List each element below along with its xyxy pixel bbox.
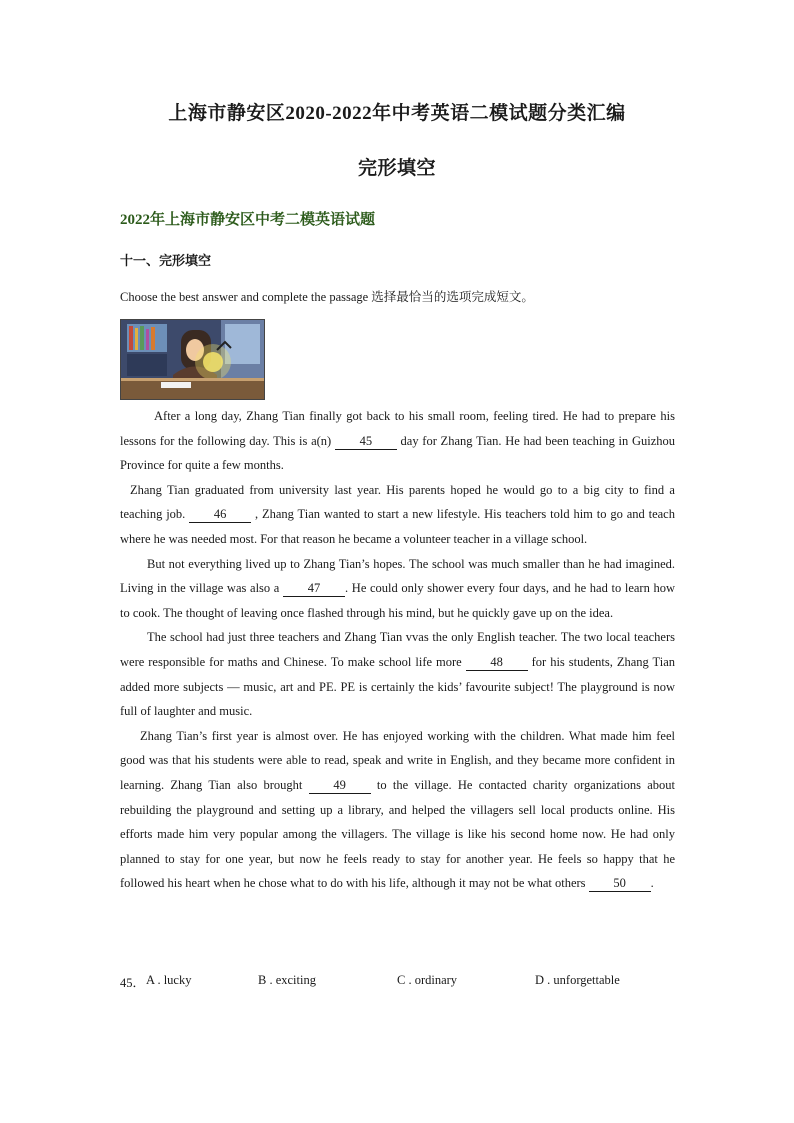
document-subtitle: 完形填空: [357, 158, 436, 179]
blank-49[interactable]: 49: [309, 778, 371, 794]
paragraph-5: Zhang Tian’s first year is almost over. He has enjoyed working with the children. What made him feel good was that his students were able to read, speak and write in English, and they became more confident in learning. Zhang Tian also brought 49 to the village. He contacted charity organizations about rebuilding the playground and setting up a library, and helped the villagers sell local products online. His efforts made him very popular among the villagers. The village is like his second home now. He had only planned to stay for one year, but now he feels ready to stay for another year. He feels so happy that he followed his heart when he chose what to do with his life, although it may not be what others 50 .: [120, 728, 676, 891]
option-a[interactable]: A . lucky: [146, 973, 192, 987]
paragraph-1: After a long day, Zhang Tian finally got back to his small room, feeling tired. He had to prepare his lessons for the following day. This is a(n) 45 day for Zhang Tian. He had been teaching in Guizhou Province for quite a few months.: [120, 409, 675, 473]
part-title: 十一、完形填空: [120, 253, 212, 268]
blank-48[interactable]: 48: [466, 655, 528, 671]
paragraph-3: But not everything lived up to Zhang Tian’s hopes. The school was much smaller than he had imagined. Living in the village was also a 47 . He could only shower every four days, and he had to learn how to cook. The thought of leaving once flashed through his mind, but he quickly gave up on the idea.: [120, 556, 675, 620]
document-title: 上海市静安区2020-2022年中考英语二模试题分类汇编: [168, 103, 626, 124]
section-title: 2022年上海市静安区中考二模英语试题: [120, 212, 376, 228]
blank-46[interactable]: 46: [189, 507, 251, 523]
teacher-illustration: [120, 319, 265, 400]
paragraph-4: The school had just three teachers and Zhang Tian vvas the only English teacher. The two local teachers were responsible for maths and Chinese. To make school life more 48 for his students, Zhang Tian added more subjects — music, art and PE. PE is certainly the kids’ favourite subject! The playground is now full of laughter and music.: [120, 630, 675, 719]
blank-47[interactable]: 47: [283, 581, 345, 597]
paragraph-2: Zhang Tian graduated from university last year. His parents hoped he would go to a big city to find a teaching job. 46 , Zhang Tian wanted to start a new lifestyle. His teachers told him to go and teach where he was needed most. For that reason he became a volunteer teacher in a village school.: [120, 482, 675, 546]
cloze-passage: [120, 404, 675, 896]
blank-45[interactable]: 45: [335, 434, 397, 450]
question-number: 45．: [120, 976, 146, 990]
blank-50[interactable]: 50: [589, 876, 651, 892]
instruction-text: Choose the best answer and complete the passage 选择最恰当的选项完成短文。: [120, 290, 534, 304]
option-c[interactable]: C . ordinary: [397, 973, 458, 987]
option-d[interactable]: D . unforgettable: [535, 973, 620, 987]
option-b[interactable]: B . exciting: [258, 973, 316, 987]
